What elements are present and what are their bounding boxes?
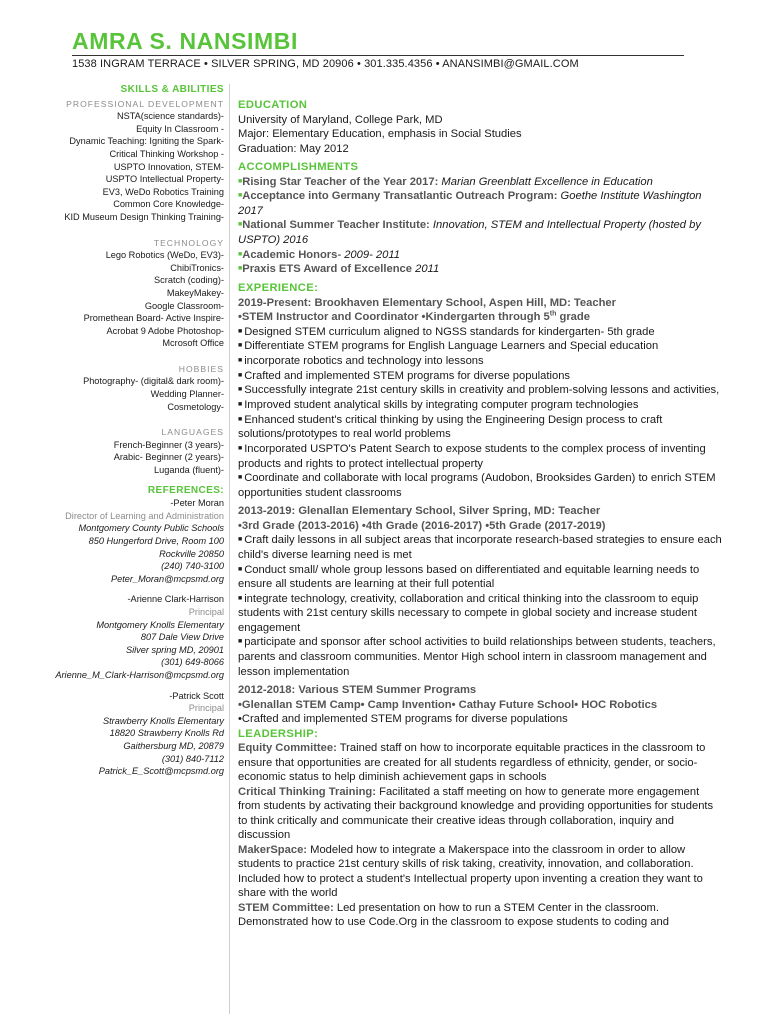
hobbies-title: HOBBIES [178,363,224,374]
references-title: REFERENCES: [147,484,224,496]
technology-title: TECHNOLOGY [153,237,224,248]
skills-title: SKILLS & ABILITIES [120,84,224,95]
reference-line: 18820 Strawberry Knolls Rd [109,728,224,739]
reference-line: Montgomery County Public Schools [78,523,224,534]
job-bullet: •Crafted and implemented STEM programs for diverse populations [238,713,568,726]
job1-bullets [238,325,722,501]
job-title: 2019-Present: Brookhaven Elementary School, Aspen Hill, MD: Teacher [238,296,617,309]
accomplishment-item: ■Praxis ETS Award of Excellence 2011 [238,263,440,276]
job-title: 2013-2019: Glenallan Elementary School, Silver Spring, MD: Teacher [238,505,601,518]
reference-line: Montgomery Knolls Elementary [96,619,224,630]
job-bullet: ■ participate and sponsor after school activities to build relationships between students, teachers, parents and classroom communities. Mentor High school intern in classroom management and lesson implementation [238,636,716,678]
job-bullet: ■ Conduct small/ whole group lessons based on differentiated and equitable learning needs to ensure all students are learning at their full potential [238,563,700,591]
reference-line: 807 Dale View Drive [140,632,224,643]
education-title: EDUCATION [238,99,308,111]
job2-bullets [238,533,722,679]
leadership-item: Critical Thinking Training: Facilitated a staff meeting on how to generate more engagement from students by activating their background knowledge and providing opportunities for students to think critically and communicate their creative ideas through collaboration, inquiry and discussion [238,785,714,842]
accomplishment-item: ■Rising Star Teacher of the Year 2017: Marian Greenblatt Excellence in Education [238,175,653,188]
accomplishments-title: ACCOMPLISHMENTS [238,161,359,173]
technology-item: Lego Robotics (WeDo, EV3)- [105,250,224,261]
job-bullet: ■ Improved student analytical skills by integrating computer program technologies [238,399,639,412]
reference-email: Peter_Moran@mcpsmd.org [111,573,224,584]
accomplishments-list [238,175,722,278]
prof-dev-item: EV3, WeDo Robotics Training [102,186,224,197]
job-bullet: ■ Differentiate STEM programs for English Language Learners and Special education [238,340,659,353]
job-bullet: ■ Incorporated USPTO's Patent Search to expose students to the complex process of inventing products and rights to protect intellectual property [238,443,706,470]
hobby-item: Photography- (digital& dark room)- [83,376,224,387]
leadership-item: Equity Committee: Trained staff on how to incorporate equitable practices in the classroom to ensure that opportunities are created for all students regardless of ethnicity, gender, or socio-economic status to help diminish achievement gaps in schools [238,742,706,784]
leadership-item: MakerSpace: Modeled how to integrate a Makerspace into the classroom in order to allow students to practice 21st century skills of risk taking, creativity, innovation, and collaboration. Included how to protect a student's Intellectual property upon inventing a creation they want to share with the world [238,843,703,900]
reference-1 [4,497,224,585]
hobbies-list [4,375,224,413]
reference-line: Silver spring MD, 20901 [125,644,224,655]
prof-dev-item: Dynamic Teaching: Igniting the Spark- [69,136,224,147]
leadership-list [238,741,722,930]
job-subtitle: •Glenallan STEM Camp• Camp Invention• Cathay Future School• HOC Robotics [238,698,658,711]
reference-line: Strawberry Knolls Elementary [102,715,224,726]
header-rule [72,55,684,56]
job-title: 2012-2018: Various STEM Summer Programs [238,684,477,697]
prof-dev-item: USPTO Innovation, STEM- [113,161,224,172]
job-bullet: ■ Enhanced student's critical thinking by using the Engineering Design process to craft solutions/prototypes to real world problems [238,413,663,441]
accomplishment-item: ■Acceptance into Germany Transatlantic Outreach Program: Goethe Institute Washington 2017 [238,190,702,217]
language-item: French-Beginner (3 years)- [113,439,224,450]
reference-line: 850 Hungerford Drive, Room 100 [88,536,224,546]
technology-item: ChibiTronics- [170,262,224,273]
reference-line: (301) 649-8066 [161,657,224,668]
language-item: Arabic- Beginner (2 years)- [113,452,224,463]
job-subtitle: •3rd Grade (2013-2016) •4th Grade (2016-2017) •5th Grade (2017-2019) [238,519,606,532]
job-bullet: ■ Coordinate and collaborate with local programs (Audobon, Brooksides Garden) to enrich STEM opportunities student classrooms [238,472,716,499]
job-bullet: ■ Craft daily lessons in all subject areas that incorporate research-based strategies to ensure each child's diverse learning need is met [238,534,722,562]
education-line: Graduation: May 2012 [238,142,349,155]
reference-email: Patrick_E_Scott@mcpsmd.org [98,766,224,777]
reference-line: Gaithersburg MD, 20879 [123,740,224,751]
education-line: University of Maryland, College Park, MD [238,113,443,126]
reference-role: Principal [188,606,224,617]
prof-dev-list [4,110,224,223]
reference-role: Director of Learning and Administration [65,510,224,521]
right-column [238,98,722,930]
accomplishment-item: ■National Summer Teacher Institute: Innovation, STEM and Intellectual Property (hosted by USPTO) 2016 [238,219,701,247]
hobby-item: Wedding Planner- [150,389,224,400]
reference-line: (301) 840-7112 [161,753,224,764]
languages-title: LANGUAGES [161,427,224,438]
job-bullet: ■ Successfully integrate 21st century skills in creativity and problem-solving lessons and activities, [238,384,720,397]
technology-item: Scratch (coding)- [154,275,224,286]
accomplishment-item: ■Academic Honors- 2009- 2011 [238,248,400,261]
reference-role: Principal [188,703,224,714]
language-item: Luganda (fluent)- [154,465,224,476]
reference-line: (240) 740-3100 [161,561,224,572]
technology-item: Google Classroom- [144,300,224,311]
applicant-name: AMRA S. NANSIMBI [72,28,298,54]
technology-item: Promethean Board- Active Inspire- [83,313,224,324]
prof-dev-item: KID Museum Design Thinking Training- [64,211,224,222]
hobby-item: Cosmetology- [167,401,224,412]
prof-dev-title: PROFESSIONAL DEVELOPMENT [66,98,224,109]
leadership-title: LEADERSHIP: [238,727,319,740]
job-bullet: ■ Crafted and implemented STEM programs for diverse populations [238,369,571,382]
prof-dev-item: USPTO Intellectual Property- [105,174,224,185]
prof-dev-item: Critical Thinking Workshop - [109,148,224,159]
experience-title: EXPERIENCE: [238,282,319,295]
job-bullet: ■ integrate technology, creativity, collaboration and critical thinking into the classroom to equip students with 21st century skills necessary to compete in global society and increase student engagement [238,592,699,634]
prof-dev-item: NSTA(science standards)- [116,111,224,122]
reference-name: -Patrick Scott [169,690,224,701]
reference-name: -Peter Moran [170,498,224,509]
reference-3 [4,690,224,778]
left-column [4,84,224,778]
reference-line: Rockville 20850 [159,548,224,559]
contact-line: 1538 INGRAM TERRACE • SILVER SPRING, MD 20906 • 301.335.4356 • ANANSIMBI@GMAIL.COM [72,58,579,70]
job-bullet: ■ Designed STEM curriculum aligned to NGSS standards for kindergarten- 5th grade [238,325,655,338]
education-line: Major: Elementary Education, emphasis in Social Studies [238,128,522,140]
job-bullet: ■ incorporate robotics and technology into lessons [238,355,484,368]
technology-item: Mcrosoft Office [162,338,224,349]
technology-item: MakeyMakey- [166,287,224,298]
languages-list [4,439,224,477]
prof-dev-item: Equity In Classroom - [136,123,224,134]
technology-item: Acrobat 9 Adobe Photoshop- [106,325,224,336]
reference-2 [4,593,224,681]
job-subtitle: •STEM Instructor and Coordinator •Kindergarten through 5th grade [238,310,590,324]
technology-list [4,249,224,350]
reference-email: Arienne_M_Clark-Harrison@mcpsmd.org [55,669,224,680]
column-divider [229,84,230,1014]
prof-dev-item: Common Core Knowledge- [113,199,224,210]
reference-name: -Arienne Clark-Harrison [127,594,224,605]
leadership-item: STEM Committee: Led presentation on how to run a STEM Center in the classroom. Demonstrated how to use Code.Org in the classroom to expose students to coding and [238,901,669,929]
